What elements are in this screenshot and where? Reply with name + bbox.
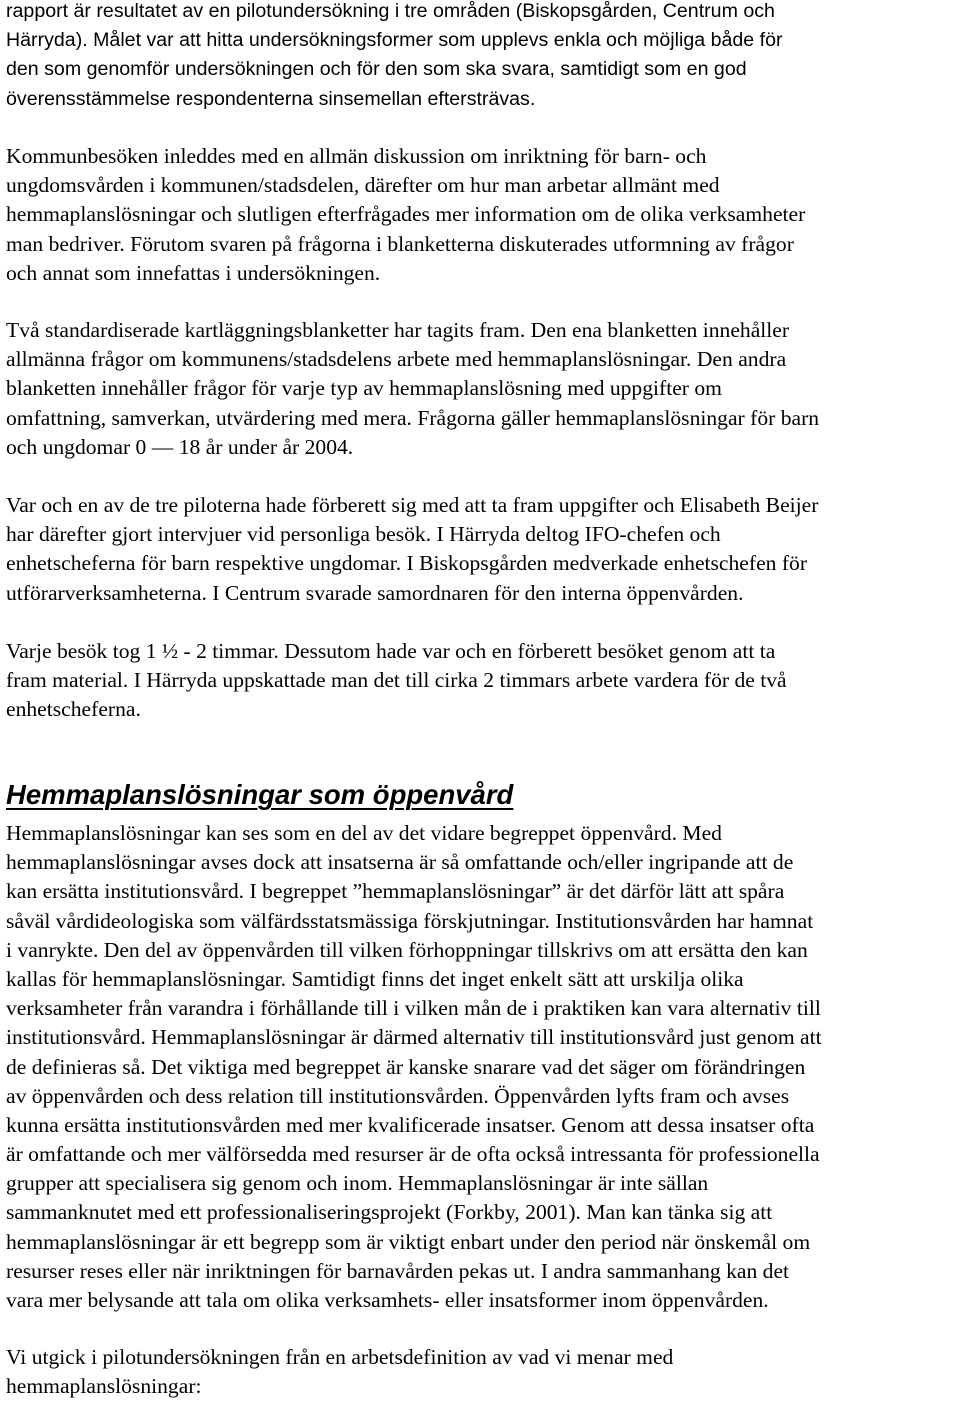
text-line: hemmaplanslösningar och slutligen efterfrågades mer information om de olika verksamheter — [6, 202, 806, 227]
text-line: Hemmaplanslösningar kan ses som en del av det vidare begreppet öppenvård. Med — [6, 821, 722, 845]
paragraph-kommunbesoken — [6, 142, 805, 288]
text-line: kunna ersätta institutionsvården med mer kvalificerade insatser. Genom att dessa insatser ofta — [6, 1112, 815, 1137]
text-line: omfattning, samverkan, utvärdering med mera. Frågorna gäller hemmaplanslösningar för barn — [6, 405, 820, 430]
text-line: och annat som innefattas i undersökningen. — [6, 260, 381, 285]
text-line: hemmaplanslösningar avses dock att insatserna är så omfattande och/eller ingripande att de — [6, 850, 794, 875]
text-line: institutionsvård. Hemmaplanslösningar är därmed alternativ till institutionsvård just genom att — [6, 1025, 822, 1050]
text-line: Varje besök tog 1 ½ - 2 timmar. Dessutom hade var och en förberett besöket genom att ta — [6, 639, 776, 663]
text-line: och ungdomar 0 — 18 år under år 2004. — [6, 434, 354, 459]
text-line: överensstämmelse respondenterna sinsemellan eftersträvas. — [6, 87, 536, 110]
text-line: har därefter gjort intervjuer vid personliga besök. I Härryda deltog IFO-chefen och — [6, 522, 721, 547]
text-line: sammanknutet med ett professionaliseringsprojekt (Forkby, 2001). Man kan tänka sig att — [6, 1200, 773, 1225]
text-line: fram material. I Härryda uppskattade man det till cirka 2 timmars arbete vardera för de två — [6, 668, 787, 693]
text-line: vara mer belysande att tala om olika verksamhets- eller insatsformer inom öppenvården. — [6, 1288, 769, 1312]
text-line: hemmaplanslösningar: — [6, 1374, 202, 1399]
text-line: av öppenvården och dess relation till institutionsvården. Öppenvården lyfts fram och avses — [6, 1083, 790, 1108]
text-line: utförarverksamheterna. I Centrum svarade samordnaren för den interna öppenvården. — [6, 580, 744, 605]
text-line: verksamheter från varandra i förhållande till i vilken mån de i praktiken kan vara alternativ till — [6, 996, 821, 1021]
paragraph-hemmaplanslosningar — [6, 819, 822, 1315]
intro-paragraph — [6, 0, 783, 114]
text-line: Härryda). Målet var att hitta undersökningsformer som upplevs enkla och möjliga både för — [6, 29, 783, 52]
text-line: är omfattande och mer välförsedda med resurser är de ofta också intressanta för professionella — [6, 1142, 820, 1167]
paragraph-besok — [6, 637, 787, 725]
text-line: allmänna frågor om kommunens/stadsdelens arbete med hemmaplanslösningar. Den andra — [6, 347, 787, 372]
text-line: Kommunbesöken inleddes med en allmän diskussion om inriktning för barn- och — [6, 144, 707, 168]
text-line: såväl vårdideologiska som välfärdsstatsmässiga förskjutningar. Institutionsvården har hamnat — [6, 908, 814, 933]
text-line: Vi utgick i pilotundersökningen från en arbetsdefinition av vad vi menar med — [6, 1345, 674, 1369]
text-line: resurser reses eller när inriktningen för barnavården pekas ut. I andra sammanhang kan det — [6, 1258, 790, 1283]
text-line: i vanrykte. Den del av öppenvården till vilken förhoppningar tillskrivs om att ersätta den kan — [6, 937, 808, 962]
text-line: de definieras så. Det viktiga med begreppet är kanske snarare vad det säger om förändringen — [6, 1054, 806, 1079]
text-line: blanketten innehåller frågor för varje typ av hemmaplanslösning med uppgifter om — [6, 376, 722, 401]
text-line: enhetscheferna för barn respektive ungdomar. I Biskopsgården medverkade enhetschefen för — [6, 551, 808, 576]
paragraph-arbetsdefinition — [6, 1343, 673, 1401]
text-line: Var och en av de tre piloterna hade förberett sig med att ta fram uppgifter och Elisabeth Beijer — [6, 493, 819, 517]
text-line: den som genomför undersökningen och för den som ska svara, samtidigt som en god — [6, 58, 747, 81]
paragraph-blanketter — [6, 316, 819, 462]
text-line: kan ersätta institutionsvård. I begreppet ”hemmaplanslösningar” är det därför lätt att spåra — [6, 879, 785, 904]
text-line: kallas för hemmaplanslösningar. Samtidigt finns det inget enkelt sätt att urskilja olika — [6, 966, 744, 991]
text-line: Två standardiserade kartläggningsblanketter har tagits fram. Den ena blanketten innehåller — [6, 318, 790, 342]
text-line: grupper att specialisera sig genom och inom. Hemmaplanslösningar är inte sällan — [6, 1171, 709, 1196]
text-line: man bedriver. Förutom svaren på frågorna i blanketterna diskuterades utformning av frågor — [6, 231, 794, 256]
paragraph-piloterna — [6, 491, 818, 608]
section-heading: Hemmaplanslösningar som öppenvård — [6, 779, 514, 810]
text-line: hemmaplanslösningar är ett begrepp som är viktigt enbart under den period när önskemål om — [6, 1229, 811, 1254]
text-line: ungdomsvården i kommunen/stadsdelen, därefter om hur man arbetar allmänt med — [6, 173, 720, 198]
text-line: rapport är resultatet av en pilotundersökning i tre områden (Biskopsgården, Centrum och — [6, 0, 775, 22]
text-line: enhetscheferna. — [6, 697, 141, 722]
